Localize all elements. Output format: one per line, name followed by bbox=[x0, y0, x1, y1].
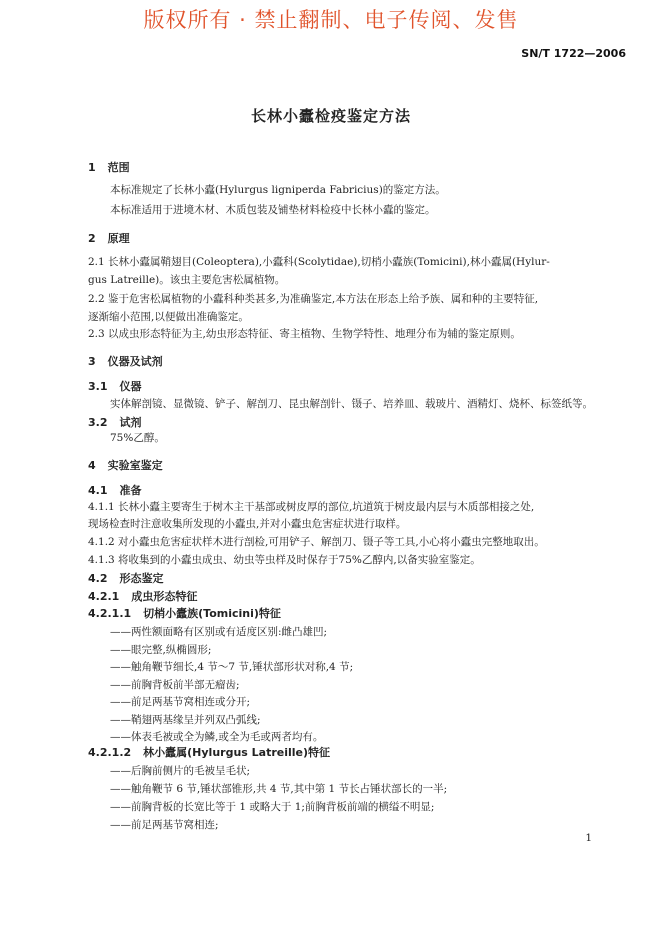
paragraph: 4.1.3 将收集到的小蠹虫成虫、幼虫等虫样及时保存于75%乙醇内,以备实验室鉴定。 bbox=[88, 554, 481, 566]
paragraph: 4.1.1 长林小蠹主要寄生于树木主干基部或树皮厚的部位,坑道筑于树皮最内层与木质部相接之处, bbox=[88, 501, 535, 513]
section-4-heading bbox=[88, 457, 163, 473]
subsection-number: 3.2 bbox=[88, 416, 108, 429]
section-title: 范围 bbox=[107, 161, 130, 174]
subsection-title: 试剂 bbox=[119, 416, 142, 429]
paragraph: 4.1.2 对小蠹虫危害症状样木进行剖检,可用铲子、解剖刀、镊子等工具,小心将小蠹虫完整地取出。 bbox=[88, 536, 545, 548]
list-item: ——前胸背板前半部无瘤齿; bbox=[110, 679, 240, 691]
section-title: 实验室鉴定 bbox=[107, 459, 163, 472]
section-title: 仪器及试剂 bbox=[107, 355, 163, 368]
subsection-3-2-heading bbox=[88, 414, 142, 430]
subsection-title: 准备 bbox=[119, 484, 142, 497]
list-item: ——眼完整,纵椭圆形; bbox=[110, 644, 212, 656]
paragraph-continuation: 现场检查时注意收集所发现的小蠹虫,并对小蠹虫危害症状进行取样。 bbox=[88, 518, 407, 530]
subsection-number: 4.1 bbox=[88, 484, 108, 497]
subsection-number: 4.2 bbox=[88, 572, 108, 585]
section-3-heading bbox=[88, 353, 163, 369]
subsection-number: 4.2.1 bbox=[88, 590, 120, 603]
list-item: ——触角鞭节细长,4 节～7 节,锤状部形状对称,4 节; bbox=[110, 661, 354, 673]
subsection-4-1-heading bbox=[88, 482, 142, 498]
list-item: ——前足两基节窝相连; bbox=[110, 819, 219, 831]
subsection-number: 4.2.1.2 bbox=[88, 746, 132, 759]
subsection-4-2-heading bbox=[88, 570, 164, 586]
section-number: 3 bbox=[88, 355, 96, 368]
list-item: ——前胸背板的长宽比等于 1 或略大于 1;前胸背板前端的横缢不明显; bbox=[110, 801, 435, 813]
subsection-3-1-heading bbox=[88, 378, 142, 394]
paragraph: 实体解剖镜、显微镜、铲子、解剖刀、昆虫解剖针、镊子、培养皿、载玻片、酒精灯、烧杯、标签纸等。 bbox=[110, 398, 593, 410]
subsection-title: 仪器 bbox=[119, 380, 142, 393]
subsection-4-2-1-heading bbox=[88, 588, 197, 604]
paragraph: 2.1 长林小蠹属鞘翅目(Coleoptera),小蠹科(Scolytidae),切梢小蠹族(Tomicini),林小蠹属(Hylur- bbox=[88, 256, 550, 268]
list-item: ——鞘翅两基缘呈并列双凸弧线; bbox=[110, 714, 261, 726]
section-title: 原理 bbox=[107, 232, 130, 245]
copyright-watermark: 版权所有 · 禁止翻制、电子传阅、发售 bbox=[143, 8, 519, 32]
section-number: 2 bbox=[88, 232, 96, 245]
section-1-heading bbox=[88, 159, 130, 175]
paragraph-continuation: 逐渐缩小范围,以便做出准确鉴定。 bbox=[88, 311, 249, 323]
subsection-4-2-1-2-heading bbox=[88, 744, 330, 760]
list-item: ——前足两基节窝相连或分开; bbox=[110, 696, 251, 708]
standard-code: SN/T 1722—2006 bbox=[521, 47, 626, 60]
paragraph: 本标准规定了长林小蠹(Hylurgus ligniperda Fabricius)的鉴定方法。 bbox=[110, 184, 446, 196]
list-item: ——体表毛被或全为鳞,或全为毛或两者均有。 bbox=[110, 731, 324, 743]
section-number: 4 bbox=[88, 459, 96, 472]
paragraph: 75%乙醇。 bbox=[110, 432, 165, 444]
list-item: ——触角鞭节 6 节,锤状部锥形,共 4 节,其中第 1 节长占锤状部长的一半; bbox=[110, 783, 448, 795]
list-item: ——两性额面略有区别或有适度区别:雌凸雄凹; bbox=[110, 626, 328, 638]
paragraph-continuation: gus Latreille)。该虫主要危害松属植物。 bbox=[88, 274, 286, 286]
subsection-title: 切梢小蠹族(Tomicini)特征 bbox=[143, 607, 281, 620]
subsection-title: 成虫形态特征 bbox=[131, 590, 198, 603]
subsection-title: 形态鉴定 bbox=[119, 572, 164, 585]
subsection-number: 4.2.1.1 bbox=[88, 607, 132, 620]
subsection-number: 3.1 bbox=[88, 380, 108, 393]
page-number: 1 bbox=[585, 832, 592, 844]
subsection-4-2-1-1-heading bbox=[88, 605, 281, 621]
paragraph: 2.3 以成虫形态特征为主,幼虫形态特征、寄主植物、生物学特性、地理分布为辅的鉴定原则。 bbox=[88, 328, 521, 340]
section-number: 1 bbox=[88, 161, 96, 174]
list-item: ——后胸前侧片的毛被呈毛状; bbox=[110, 765, 251, 777]
document-title: 长林小蠹检疫鉴定方法 bbox=[250, 107, 411, 125]
paragraph: 本标准适用于进境木材、木质包装及铺垫材料检疫中长林小蠹的鉴定。 bbox=[110, 204, 436, 216]
paragraph: 2.2 鉴于危害松属植物的小蠹科种类甚多,为准确鉴定,本方法在形态上给予族、属和种的主要特征, bbox=[88, 293, 539, 305]
section-2-heading bbox=[88, 230, 130, 246]
subsection-title: 林小蠹属(Hylurgus Latreille)特征 bbox=[143, 746, 331, 759]
